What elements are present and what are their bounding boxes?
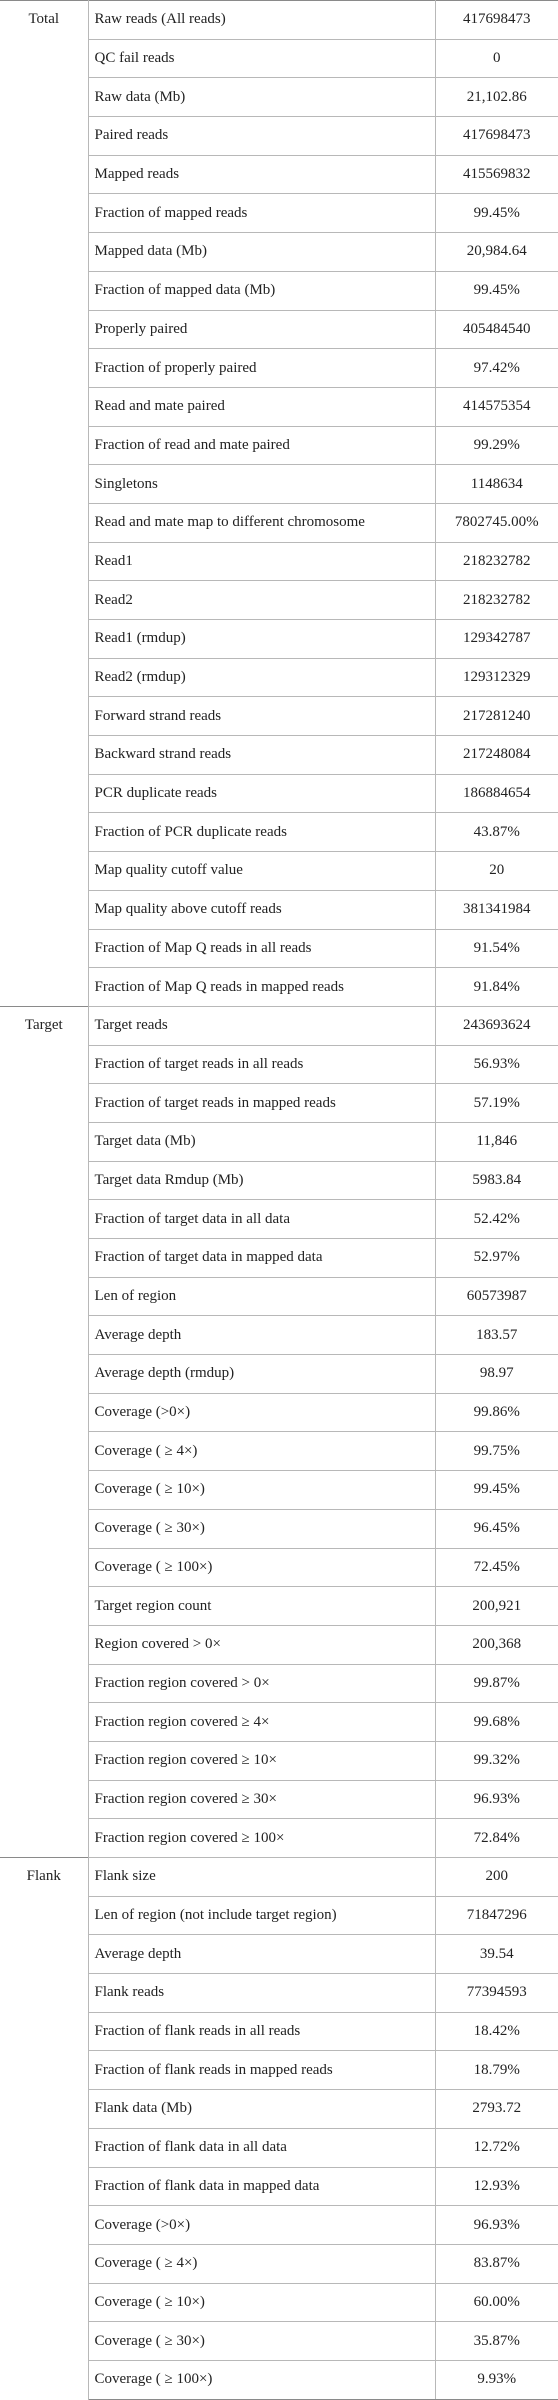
metric-value: 405484540 [435,310,558,349]
metric-name: Properly paired [88,310,435,349]
metric-value: 21,102.86 [435,78,558,117]
metric-name: Fraction of target data in all data [88,1200,435,1239]
metric-value: 72.45% [435,1548,558,1587]
metric-name: PCR duplicate reads [88,774,435,813]
metric-name: Fraction of flank data in mapped data [88,2167,435,2206]
metric-value: 35.87% [435,2322,558,2361]
metric-name: Fraction region covered ≥ 100× [88,1819,435,1858]
metric-name: Coverage ( ≥ 10×) [88,2283,435,2322]
metric-value: 99.45% [435,271,558,310]
metric-name: Forward strand reads [88,697,435,736]
metric-value: 12.93% [435,2167,558,2206]
metric-name: Target reads [88,1006,435,1045]
metric-value: 60573987 [435,1277,558,1316]
metric-name: Fraction region covered ≥ 30× [88,1780,435,1819]
metric-name: Average depth (rmdup) [88,1355,435,1394]
metric-name: Coverage ( ≥ 4×) [88,2244,435,2283]
metric-name: Fraction of mapped data (Mb) [88,271,435,310]
metric-value: 91.54% [435,929,558,968]
metric-name: Raw reads (All reads) [88,1,435,40]
metric-value: 18.42% [435,2012,558,2051]
metric-name: Fraction of Map Q reads in mapped reads [88,968,435,1007]
metric-name: Fraction region covered ≥ 10× [88,1741,435,1780]
metric-value: 52.97% [435,1239,558,1278]
metric-name: Flank size [88,1858,435,1897]
metric-name: Fraction of mapped reads [88,194,435,233]
metric-value: 129342787 [435,620,558,659]
table-row [0,1006,558,1045]
metric-name: Backward strand reads [88,736,435,775]
metric-value: 60.00% [435,2283,558,2322]
metric-value: 200 [435,1858,558,1897]
metric-name: Fraction of flank reads in all reads [88,2012,435,2051]
metric-value: 98.97 [435,1355,558,1394]
metric-name: Paired reads [88,117,435,156]
metric-value: 99.45% [435,1471,558,1510]
metric-value: 18.79% [435,2051,558,2090]
metric-name: Average depth [88,1316,435,1355]
metric-name: Read1 [88,542,435,581]
metric-value: 417698473 [435,117,558,156]
metric-value: 97.42% [435,349,558,388]
metric-value: 11,846 [435,1122,558,1161]
metric-name: Flank reads [88,1974,435,2013]
metric-value: 96.93% [435,1780,558,1819]
metric-name: Mapped data (Mb) [88,233,435,272]
metric-value: 20 [435,852,558,891]
metric-name: Fraction of target data in mapped data [88,1239,435,1278]
metric-value: 218232782 [435,581,558,620]
metric-value: 99.68% [435,1703,558,1742]
metric-value: 99.32% [435,1741,558,1780]
metric-value: 77394593 [435,1974,558,2013]
metric-value: 129312329 [435,658,558,697]
metric-name: Map quality above cutoff reads [88,890,435,929]
metric-value: 83.87% [435,2244,558,2283]
metric-value: 200,921 [435,1587,558,1626]
metric-name: Read and mate paired [88,387,435,426]
metric-value: 414575354 [435,387,558,426]
metric-value: 417698473 [435,1,558,40]
metric-name: Flank data (Mb) [88,2090,435,2129]
group-label-target: Target [0,1006,88,1857]
table-row [0,1,558,40]
metric-name: Fraction of read and mate paired [88,426,435,465]
metric-name: Coverage ( ≥ 30×) [88,1509,435,1548]
metric-name: Fraction of flank reads in mapped reads [88,2051,435,2090]
metric-name: Read1 (rmdup) [88,620,435,659]
metric-name: Target data (Mb) [88,1122,435,1161]
metric-name: Mapped reads [88,155,435,194]
metric-name: Fraction of flank data in all data [88,2128,435,2167]
metric-value: 200,368 [435,1625,558,1664]
table-row [0,1858,558,1897]
metric-name: Len of region (not include target region) [88,1896,435,1935]
metric-value: 0 [435,39,558,78]
metric-value: 5983.84 [435,1161,558,1200]
metric-value: 99.45% [435,194,558,233]
metric-value: 1148634 [435,465,558,504]
metric-value: 218232782 [435,542,558,581]
metric-name: Map quality cutoff value [88,852,435,891]
metric-value: 20,984.64 [435,233,558,272]
metric-name: Region covered > 0× [88,1625,435,1664]
metric-value: 12.72% [435,2128,558,2167]
metric-value: 52.42% [435,1200,558,1239]
metric-name: Singletons [88,465,435,504]
metric-value: 9.93% [435,2360,558,2399]
metric-name: Coverage ( ≥ 30×) [88,2322,435,2361]
metric-value: 243693624 [435,1006,558,1045]
metric-value: 7802745.00% [435,503,558,542]
group-label-total: Total [0,1,88,1007]
metric-name: Coverage ( ≥ 10×) [88,1471,435,1510]
metric-value: 99.86% [435,1393,558,1432]
metric-name: QC fail reads [88,39,435,78]
metric-name: Read2 [88,581,435,620]
metric-value: 96.45% [435,1509,558,1548]
metric-value: 381341984 [435,890,558,929]
group-label-flank: Flank [0,1858,88,2400]
metric-name: Target region count [88,1587,435,1626]
metric-value: 71847296 [435,1896,558,1935]
metric-value: 56.93% [435,1045,558,1084]
metric-name: Fraction of target reads in all reads [88,1045,435,1084]
metric-value: 96.93% [435,2206,558,2245]
metric-value: 217281240 [435,697,558,736]
metric-name: Fraction region covered ≥ 4× [88,1703,435,1742]
metric-name: Fraction of target reads in mapped reads [88,1084,435,1123]
metric-name: Coverage (>0×) [88,2206,435,2245]
metric-name: Fraction region covered > 0× [88,1664,435,1703]
metric-value: 99.87% [435,1664,558,1703]
metric-value: 2793.72 [435,2090,558,2129]
metric-value: 99.29% [435,426,558,465]
metric-value: 43.87% [435,813,558,852]
metric-name: Read and mate map to different chromosome [88,503,435,542]
metric-name: Coverage ( ≥ 4×) [88,1432,435,1471]
metric-name: Len of region [88,1277,435,1316]
metric-value: 217248084 [435,736,558,775]
metric-name: Target data Rmdup (Mb) [88,1161,435,1200]
metric-name: Raw data (Mb) [88,78,435,117]
metric-value: 186884654 [435,774,558,813]
metric-value: 72.84% [435,1819,558,1858]
metric-name: Fraction of properly paired [88,349,435,388]
metric-name: Coverage ( ≥ 100×) [88,2360,435,2399]
metric-value: 57.19% [435,1084,558,1123]
metric-name: Average depth [88,1935,435,1974]
metric-name: Read2 (rmdup) [88,658,435,697]
metric-name: Coverage ( ≥ 100×) [88,1548,435,1587]
metric-name: Fraction of Map Q reads in all reads [88,929,435,968]
metric-name: Coverage (>0×) [88,1393,435,1432]
metric-value: 39.54 [435,1935,558,1974]
metric-value: 91.84% [435,968,558,1007]
metric-value: 99.75% [435,1432,558,1471]
metric-value: 183.57 [435,1316,558,1355]
metric-name: Fraction of PCR duplicate reads [88,813,435,852]
metric-value: 415569832 [435,155,558,194]
statistics-table-body [0,1,558,2400]
